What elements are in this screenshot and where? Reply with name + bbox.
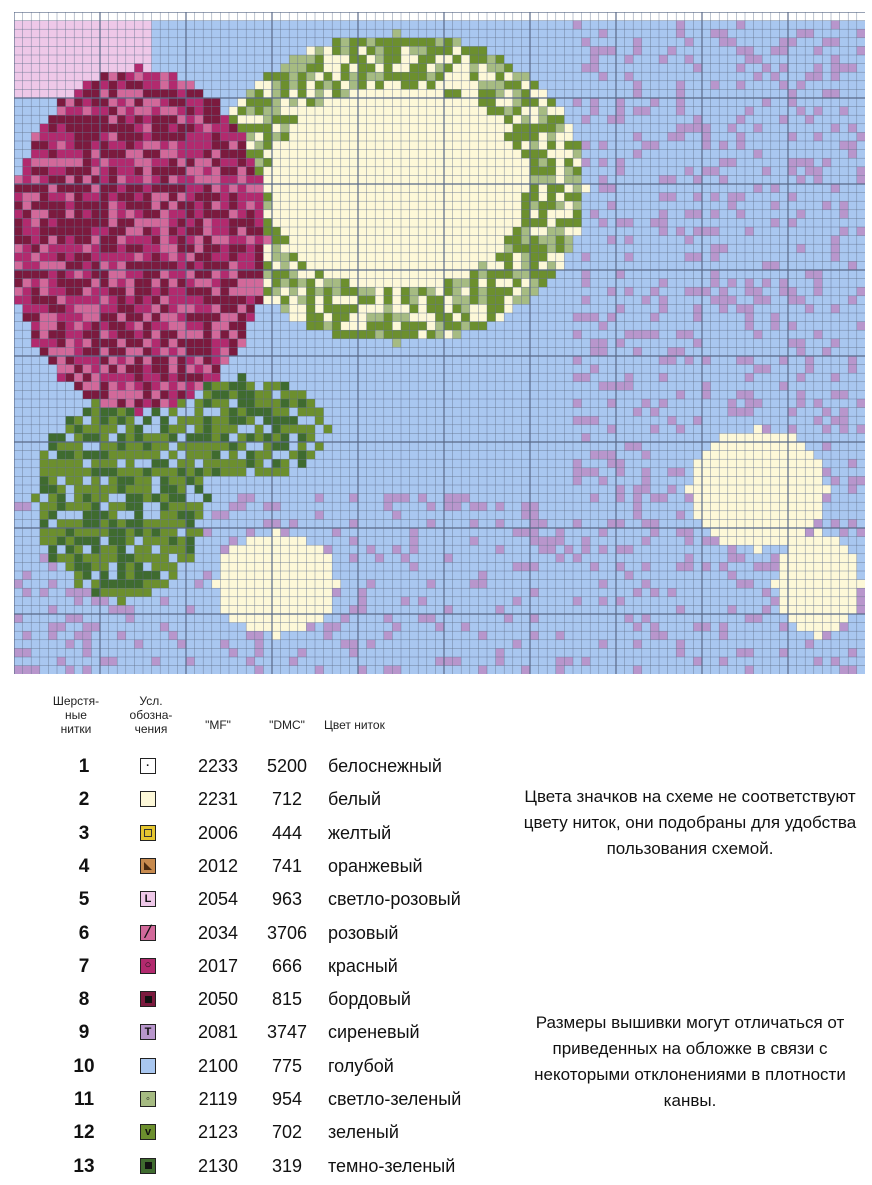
- t-mark-icon: T: [140, 1024, 156, 1040]
- color-name: желтый: [328, 823, 391, 844]
- v-mark-icon: v: [140, 1124, 156, 1140]
- header-threads: Шерстя- ные нитки: [48, 694, 104, 736]
- mf-code: 2081: [194, 1022, 242, 1043]
- thread-number: 10: [48, 1056, 120, 1078]
- dmc-code: 5200: [258, 756, 316, 777]
- header-mf: "MF": [198, 718, 238, 732]
- dmc-code: 815: [258, 989, 316, 1010]
- thread-number: 6: [48, 923, 120, 945]
- thread-number: 4: [48, 856, 120, 878]
- mf-code: 2119: [194, 1089, 242, 1110]
- legend-row: [48, 785, 518, 818]
- mf-code: 2012: [194, 856, 242, 877]
- mf-code: 2050: [194, 989, 242, 1010]
- color-name: белый: [328, 789, 381, 810]
- dmc-code: 319: [258, 1156, 316, 1177]
- mf-code: 2233: [194, 756, 242, 777]
- dmc-code: 775: [258, 1056, 316, 1077]
- corner-triangle-icon: [140, 858, 156, 874]
- thread-number: 11: [48, 1089, 120, 1111]
- symbols-note: Цвета значков на схеме не соответствуют цвету ниток, они подобраны для удобства пользования схемой.: [520, 784, 860, 862]
- header-dmc: "DMC": [260, 718, 314, 732]
- dmc-code: 712: [258, 789, 316, 810]
- thread-number: 9: [48, 1022, 120, 1044]
- legend-row: [48, 1018, 518, 1051]
- legend-row: [48, 1118, 518, 1151]
- thread-number: 13: [48, 1156, 120, 1178]
- cross-stitch-chart: [14, 12, 865, 674]
- dmc-code: 963: [258, 889, 316, 910]
- color-name: светло-розовый: [328, 889, 461, 910]
- color-name: темно-зеленый: [328, 1156, 455, 1177]
- color-name: голубой: [328, 1056, 394, 1077]
- stitch-grid: [14, 12, 865, 674]
- diagonal-slash-icon: ╱: [140, 925, 156, 941]
- thread-number: 8: [48, 989, 120, 1011]
- legend-row: [48, 1052, 518, 1085]
- mf-code: 2017: [194, 956, 242, 977]
- l-mark-icon: L: [140, 891, 156, 907]
- size-note: Размеры вышивки могут отличаться от приведенных на обложке в связи с некоторыми отклонениями в плотности канвы.: [520, 1010, 860, 1114]
- yellow-square-icon: [140, 825, 156, 841]
- mf-code: 2123: [194, 1122, 242, 1143]
- legend-row: [48, 1085, 518, 1118]
- legend-row: [48, 852, 518, 885]
- dmc-code: 3706: [258, 923, 316, 944]
- thread-number: 2: [48, 789, 120, 811]
- dmc-code: 954: [258, 1089, 316, 1110]
- legend-row: [48, 752, 518, 785]
- dmc-code: 444: [258, 823, 316, 844]
- filled-square-icon: [140, 991, 156, 1007]
- legend-row: [48, 885, 518, 918]
- thread-number: 5: [48, 889, 120, 911]
- dmc-code: 741: [258, 856, 316, 877]
- color-name: красный: [328, 956, 398, 977]
- legend-row: [48, 952, 518, 985]
- mf-code: 2054: [194, 889, 242, 910]
- color-name: бордовый: [328, 989, 411, 1010]
- thread-number: 7: [48, 956, 120, 978]
- blue-square-icon: [140, 1058, 156, 1074]
- mf-code: 2130: [194, 1156, 242, 1177]
- dmc-code: 666: [258, 956, 316, 977]
- empty-square-icon: [140, 791, 156, 807]
- legend-row: [48, 1152, 518, 1185]
- mf-code: 2100: [194, 1056, 242, 1077]
- color-name: белоснежный: [328, 756, 442, 777]
- thread-number: 1: [48, 756, 120, 778]
- thread-number: 12: [48, 1122, 120, 1144]
- color-name: сиреневый: [328, 1022, 420, 1043]
- circle-dot-icon: ◦: [140, 1091, 156, 1107]
- header-symbols: Усл. обозна- чения: [120, 694, 182, 736]
- dmc-code: 702: [258, 1122, 316, 1143]
- dark-square-icon: [140, 1158, 156, 1174]
- ring-icon: ○: [140, 958, 156, 974]
- color-name: оранжевый: [328, 856, 423, 877]
- color-name: зеленый: [328, 1122, 399, 1143]
- legend-row: [48, 819, 518, 852]
- mf-code: 2006: [194, 823, 242, 844]
- mf-code: 2231: [194, 789, 242, 810]
- dot-square-icon: ·: [140, 758, 156, 774]
- header-color: Цвет ниток: [324, 718, 424, 732]
- color-name: розовый: [328, 923, 398, 944]
- legend-row: [48, 985, 518, 1018]
- color-name: светло-зеленый: [328, 1089, 461, 1110]
- mf-code: 2034: [194, 923, 242, 944]
- thread-number: 3: [48, 823, 120, 845]
- legend-row: [48, 919, 518, 952]
- dmc-code: 3747: [258, 1022, 316, 1043]
